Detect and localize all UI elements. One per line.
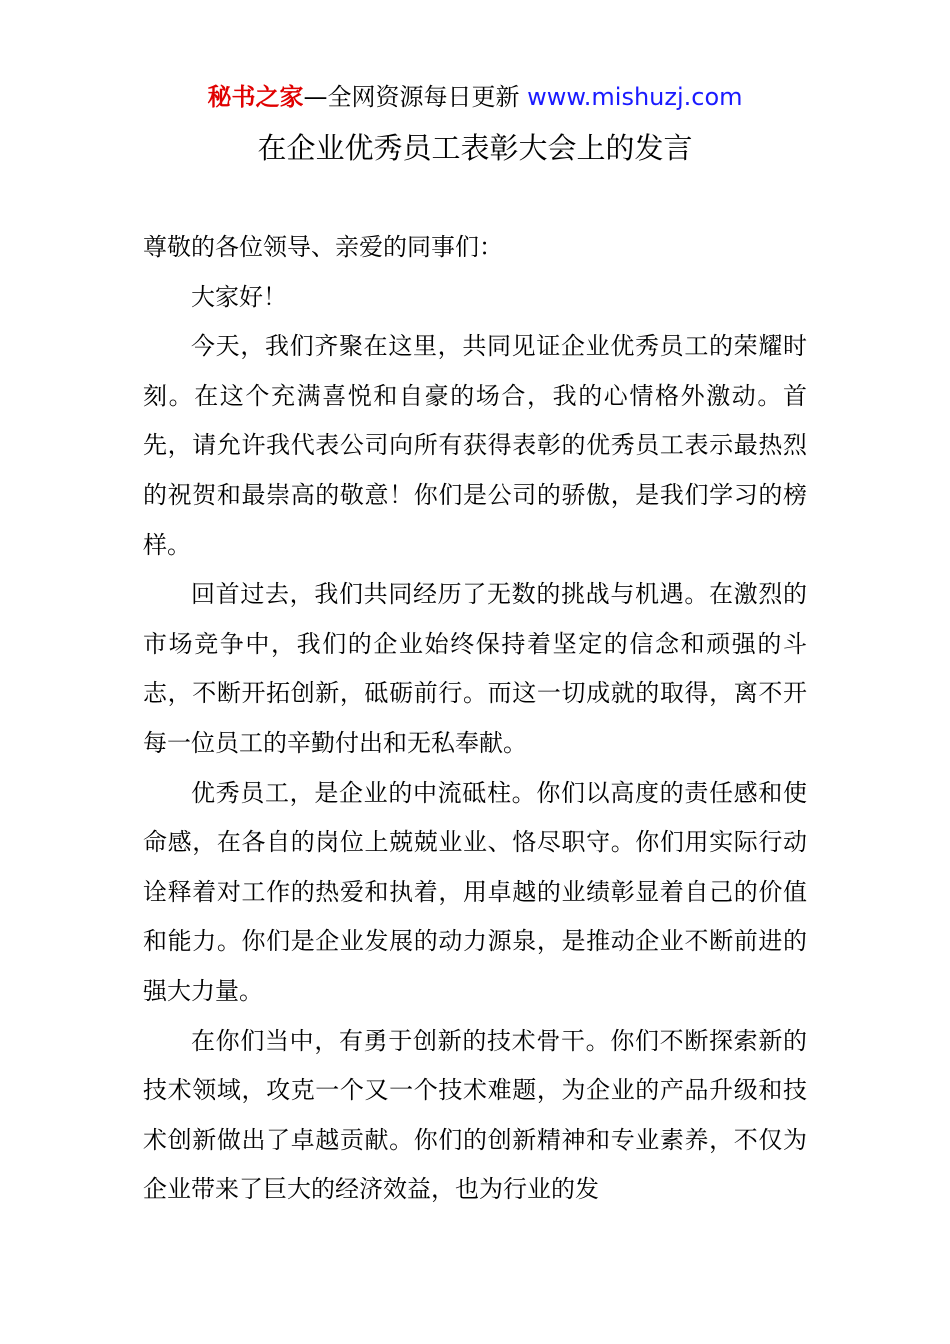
paragraph: 在你们当中，有勇于创新的技术骨干。你们不断探索新的技术领域，攻克一个又一个技术难题，为企业的产品升级和技术创新做出了卓越贡献。你们的创新精神和专业素养，不仅为企业带来了巨大的经济效益，也为行业的发 bbox=[143, 1026, 807, 1204]
brand-tagline: —全网资源每日更新 bbox=[303, 83, 520, 111]
paragraph: 大家好！ bbox=[191, 282, 287, 311]
site-url[interactable]: www.mishuzj.com bbox=[527, 83, 743, 111]
paragraph: 回首过去，我们共同经历了无数的挑战与机遇。在激烈的市场竞争中，我们的企业始终保持着坚定的信念和顽强的斗志，不断开拓创新，砥砺前行。而这一切成就的取得，离不开每一位员工的辛勤付出和无私奉献。 bbox=[143, 580, 807, 757]
paragraph: 优秀员工，是企业的中流砥柱。你们以高度的责任感和使命感，在各自的岗位上兢兢业业、恪尽职守。你们用实际行动诠释着对工作的热爱和执着，用卓越的业绩彰显着自己的价值和能力。你们是企业发展的动力源泉，是推动企业不断前进的强大力量。 bbox=[143, 778, 807, 1005]
paragraph: 今天，我们齐聚在这里，共同见证企业优秀员工的荣耀时刻。在这个充满喜悦和自豪的场合，我的心情格外激动。首先，请允许我代表公司向所有获得表彰的优秀员工表示最热烈的祝贺和最崇高的敬意！你们是公司的骄傲，是我们学习的榜样。 bbox=[143, 332, 807, 559]
document-title: 在企业优秀员工表彰大会上的发言 bbox=[257, 131, 693, 165]
site-banner bbox=[0, 80, 950, 114]
brand-name: 秘书之家 bbox=[207, 83, 304, 111]
document-body bbox=[143, 223, 807, 1215]
salutation: 尊敬的各位领导、亲爱的同事们： bbox=[143, 233, 503, 261]
